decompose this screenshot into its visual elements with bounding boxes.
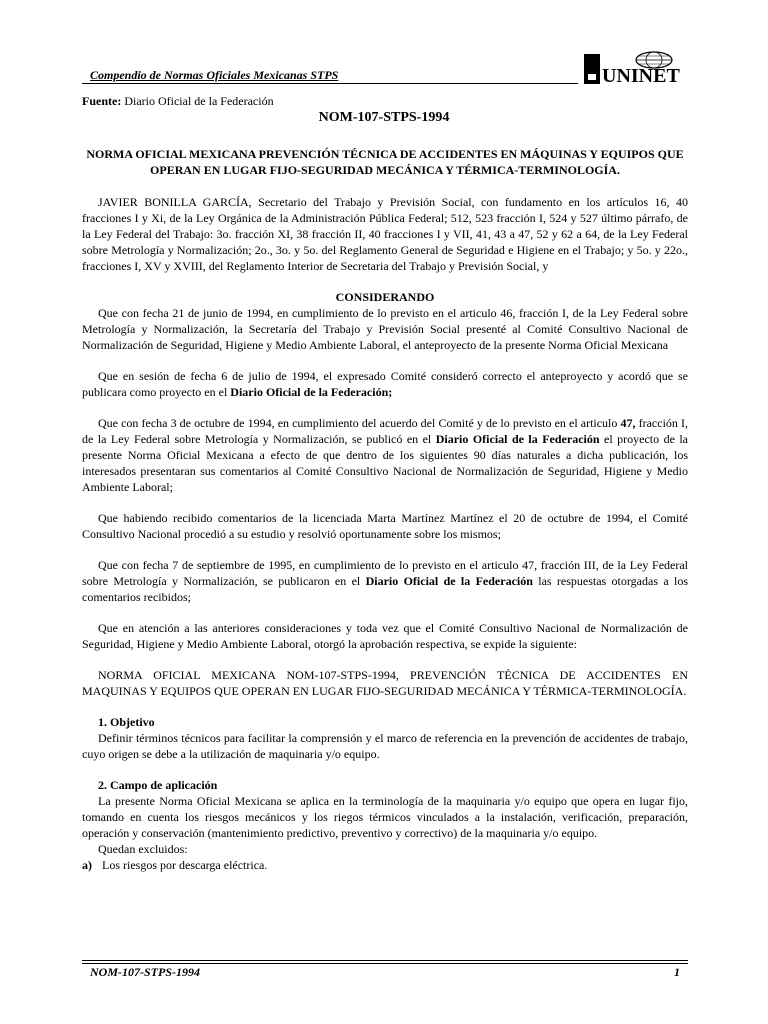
considerando-4: Que habiendo recibido comentarios de la licenciada Marta Martínez Martínez el 20 de octubre de 1994, el Comité Consultivo Nacional procedió a su estudio y resolvió oportunamente sobre los mismos;	[82, 511, 688, 541]
section-1-text: Definir términos técnicos para facilitar la comprensión y el marco de referencia en la prevención de accidentes de trabajo, cuyo origen se debe a la utilización de maquinaria y/o equipo.	[82, 731, 688, 761]
considerando-6: Que en atención a las anteriores consideraciones y toda vez que el Comité Consultivo Nacional de Normalización de Seguridad, Higiene y Medio Ambiente Laboral, otorgó la aprobación respectiva, se expide la siguiente:	[82, 621, 688, 651]
page-number: 1	[674, 965, 680, 979]
norm-statement: NORMA OFICIAL MEXICANA NOM-107-STPS-1994, PREVENCIÓN TÉCNICA DE ACCIDENTES EN MAQUINAS Y EQUIPOS QUE OPERAN EN LUGAR FIJO-SEGURIDAD MECÁNICA Y TÉRMICA-TERMINOLOGÍA.	[82, 668, 688, 698]
considerando-heading: CONSIDERANDO	[335, 290, 435, 304]
section-2-excluded: Quedan excluidos:	[98, 842, 188, 856]
uninet-logo	[584, 48, 688, 86]
page-header	[82, 60, 688, 90]
considerando-5: Que con fecha 7 de septiembre de 1995, en cumplimiento de lo previsto en el articulo 47, fracción III, de la Ley Federal sobre Metrología y Normalización, se publicaron en el Diario Oficial de la Federación las respuestas otorgadas a los comentarios recibidos;	[82, 558, 688, 604]
source-line	[82, 94, 274, 109]
source-label: Fuente:	[82, 94, 122, 108]
considerando-3: Que con fecha 3 de octubre de 1994, en cumplimiento del acuerdo del Comité y de lo previsto en el articulo 47, fracción I, de la Ley Federal sobre Metrología y Normalización, se publicó en el Diario Oficial de la Federación el proyecto de la presente Norma Oficial Mexicana a efecto de que dentro de los siguientes 90 días naturales a dicha publicación, los interesados presentaran sus comentarios al Comité Consultivo Nacional de Normalización de Seguridad, Higiene y Medio Ambiente Laboral;	[82, 416, 689, 494]
list-item-text: Los riesgos por descarga eléctrica.	[102, 858, 268, 872]
document-code: NOM-107-STPS-1994	[318, 110, 450, 125]
source-value: Diario Oficial de la Federación	[124, 94, 274, 108]
footer-code: NOM-107-STPS-1994	[90, 965, 200, 979]
header-title: Compendio de Normas Oficiales Mexicanas STPS	[90, 68, 339, 82]
document-body	[82, 194, 688, 873]
section-1-title: 1. Objetivo	[98, 715, 155, 729]
logo-text: UNINET	[602, 65, 680, 86]
list-item	[82, 857, 688, 873]
section-2-text: La presente Norma Oficial Mexicana se aplica en la terminología de la maquinaria y/o equipo que opera en lugar fijo, tomando en cuenta los riesgos mecánicos y los riegos térmicos vinculados a la instalación, verificación, preparación, operación y conservación (mantenimiento predictivo, preventivo y correctivo) de la maquinaria y/o equipo.	[82, 794, 688, 840]
footer-rule-bottom	[82, 963, 688, 964]
considerando-2: Que en sesión de fecha 6 de julio de 1994, el expresado Comité consideró correcto el anteproyecto y acordó que se publicara como proyecto en el Diario Oficial de la Federación;	[82, 369, 688, 399]
intro-paragraph: JAVIER BONILLA GARCÍA, Secretario del Trabajo y Previsión Social, con fundamento en los artículos 16, 40 fracciones I y Xi, de la Ley Orgánica de la Administración Pública Federal; 512, 523 fracción I, 524 y 527 último párrafo, de la Ley Federal del Trabajo: 3o. fracción XI, 38 fracción II, 40 fracciones I y VII, 41, 43 a 47, 52 y 62 a 64, de la Ley Federal sobre Metrología y Normalización; 2o., 3o. y 5o. del Reglamento General de Seguridad e Higiene en el Trabajo; y 5o. y 22o., fracciones I, XV y XVIII, del Reglamento Interior de Secretaria del Trabajo y Previsión Social, y	[82, 195, 688, 273]
list-item-label: a)	[82, 858, 92, 872]
footer-rule-top	[82, 960, 688, 961]
header-rule	[82, 83, 578, 84]
document-title: NORMA OFICIAL MEXICANA PREVENCIÓN TÉCNICA DE ACCIDENTES EN MÁQUINAS Y EQUIPOS QUE OPERAN EN LUGAR FIJO-SEGURIDAD MECÁNICA Y TÉRMICA-TERMINOLOGÍA.	[86, 147, 684, 177]
section-2-title: 2. Campo de aplicación	[98, 778, 218, 792]
page-footer	[82, 960, 688, 980]
considerando-1: Que con fecha 21 de junio de 1994, en cumplimiento de lo previsto en el articulo 46, fracción I, de la Ley Federal sobre Metrología y Normalización, la Secretaría del Trabajo y Previsión Social presenté al Comité Consultivo Nacional de Normalización de Seguridad, Higiene y Medio Ambiente Laboral, el anteproyecto de la presente Norma Oficial Mexicana	[82, 306, 688, 352]
